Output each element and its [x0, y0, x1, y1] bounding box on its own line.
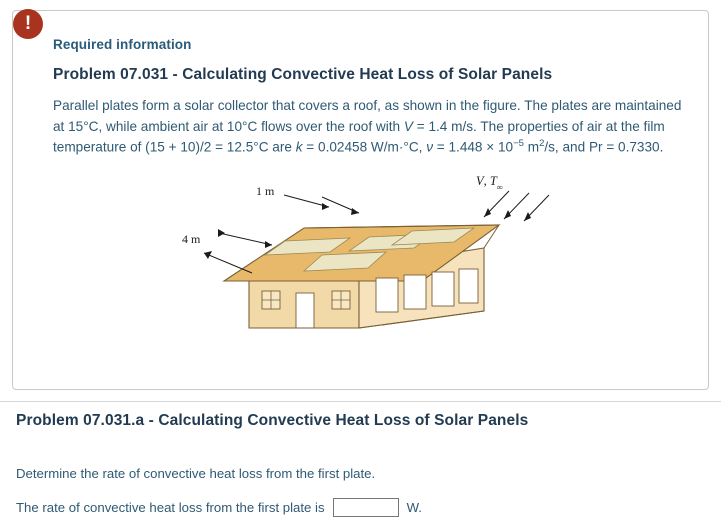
problem-statement	[53, 96, 684, 159]
solar-collector-figure	[154, 173, 584, 343]
exponent-minus-five: −5	[513, 138, 524, 150]
side-window-2	[404, 275, 426, 309]
statement-line-1: Parallel plates form a solar collector that covers a roof, as shown in the figure. The plates	[53, 98, 588, 113]
alert-icon: !	[13, 9, 43, 39]
section-divider	[0, 401, 721, 402]
side-window-3	[432, 272, 454, 306]
answer-label: The rate of convective heat loss from the first plate is	[16, 500, 325, 515]
exponent-two: 2	[539, 138, 545, 150]
answer-unit: W.	[406, 500, 422, 515]
side-window-4	[459, 269, 478, 303]
answer-row	[16, 498, 422, 517]
statement-line-2b: = 1.4 m/s. The	[412, 118, 504, 134]
card-content	[13, 11, 708, 343]
label-roof-length: 4 m	[181, 231, 200, 246]
label-flow-v: V	[475, 173, 484, 188]
figure-svg	[154, 173, 584, 343]
statement-line-3a: properties of air at the film temperature of (15 + 10)/2 = 12.5°C are	[53, 118, 665, 155]
label-flow-tsub: ∞	[496, 181, 503, 192]
symbol-velocity: V	[403, 118, 413, 134]
required-information-label: Required information	[53, 37, 192, 52]
statement-line-2a: are maintained at 15°C, while ambient air at 10°C flows over the roof with	[53, 98, 682, 134]
answer-input[interactable]	[333, 498, 399, 517]
problem-title: Problem 07.031 - Calculating Convective Heat Loss of Solar Panels	[53, 66, 553, 83]
part-a-title: Problem 07.031.a - Calculating Convective Heat Loss of Solar Panels	[16, 412, 529, 429]
flow-arrows	[476, 174, 549, 221]
statement-line-3b: = 0.02458 W/m·°C,	[302, 139, 427, 155]
statement-line-4c: /s, and Pr = 0.7330.	[544, 139, 664, 155]
part-a-question: Determine the rate of convective heat loss from the first plate.	[16, 466, 376, 481]
statement-line-4b: m	[523, 139, 540, 155]
dimension-plate-width	[256, 184, 359, 215]
symbol-viscosity: ν	[426, 139, 433, 155]
label-plate-width: 1 m	[255, 183, 274, 198]
statement-line-4a: = 1.448 × 10	[432, 139, 514, 155]
front-door	[296, 293, 314, 328]
symbol-conductivity: k	[295, 139, 303, 155]
label-flow-sep: ,	[483, 173, 490, 188]
side-window-1	[376, 278, 398, 312]
required-information-card	[12, 10, 709, 390]
label-flow-t: T	[489, 173, 497, 188]
label-flow	[476, 174, 503, 192]
